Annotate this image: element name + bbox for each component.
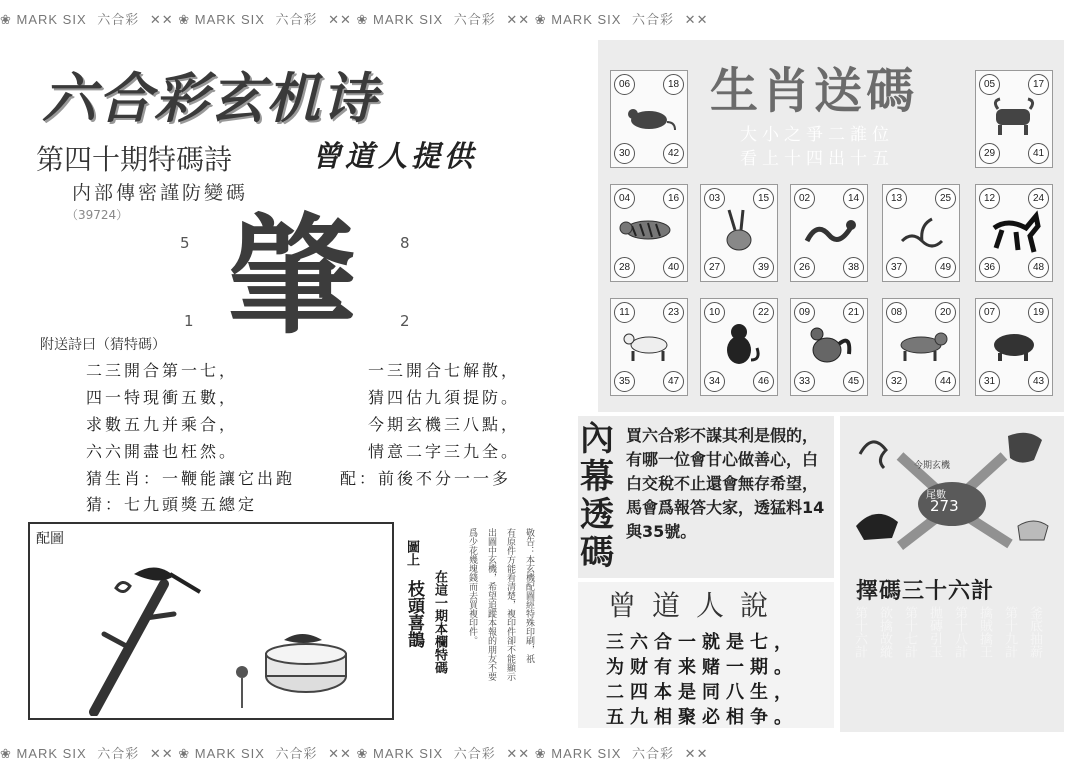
faint-line: 第十六計 — [852, 606, 867, 658]
poem-heading: 附送詩曰（猜特碼） — [40, 337, 166, 353]
ball-number: 23 — [663, 302, 684, 323]
ball-number: 17 — [1028, 74, 1049, 95]
poem-line: 猜四估九須提防。 — [368, 388, 521, 407]
corner-number: 5 — [180, 234, 190, 252]
ball-number: 27 — [704, 257, 725, 278]
ball-number: 25 — [935, 188, 956, 209]
zodiac-card-tiger — [610, 184, 688, 282]
ball-number: 09 — [794, 302, 815, 323]
corner-number: 1 — [184, 312, 194, 330]
ball-number: 24 — [1028, 188, 1049, 209]
ball-number: 48 — [1028, 257, 1049, 278]
ball-number: 47 — [663, 371, 684, 392]
illustration-label: 配圖 — [36, 531, 64, 547]
issue-title: 第四十期特碼詩 — [36, 143, 233, 176]
ball-number: 46 — [753, 371, 774, 392]
ball-number: 38 — [843, 257, 864, 278]
zodiac-card-dragon — [790, 184, 868, 282]
banner-pattern: ❀ MARK SIX 六合彩 ✕✕ ❀ MARK SIX 六合彩 ✕✕ ❀ MARK SIX 六合彩 ✕✕ ❀ MARK SIX 六合彩 ✕✕ — [0, 745, 709, 762]
tail-number-graphic — [840, 416, 1064, 566]
inside-label: 內幕透碼 — [580, 419, 614, 573]
pig-icon — [986, 327, 1042, 367]
ball-number: 08 — [886, 302, 907, 323]
code-number: （39724） — [66, 208, 129, 222]
caption-text: 枝頭喜鵲 — [404, 580, 424, 648]
ball-number: 30 — [614, 143, 635, 164]
ball-number: 35 — [614, 371, 635, 392]
ball-number: 45 — [843, 371, 864, 392]
ball-number: 31 — [979, 371, 1000, 392]
poem-line: 求數五九并乘合， — [86, 415, 239, 434]
poem-line: 一三開合七解散， — [368, 361, 521, 380]
corner-number: 8 — [400, 234, 410, 252]
ball-number: 32 — [886, 371, 907, 392]
ball-number: 20 — [935, 302, 956, 323]
poem-line: 六六開盡也枉然。 — [86, 442, 239, 461]
ball-number: 34 — [704, 371, 725, 392]
ball-number: 26 — [794, 257, 815, 278]
saying-title: 曾道人說 — [608, 589, 785, 622]
dragon-icon — [801, 211, 857, 255]
magpie-illustration — [34, 544, 390, 716]
faint-line: 拋磚引玉 — [927, 606, 942, 658]
tail-number: 273 — [930, 497, 959, 515]
ball-number: 15 — [753, 188, 774, 209]
inner-note: 内部傳密謹防變碼 — [72, 182, 249, 204]
ball-number: 39 — [753, 257, 774, 278]
saying-line: 五九相聚必相争。 — [606, 707, 798, 728]
ball-number: 13 — [886, 188, 907, 209]
notice-line: 敬告：本玄機配圖經特殊印刷，祇 — [524, 528, 534, 663]
zodiac-card-rooster — [790, 298, 868, 396]
ball-number: 10 — [704, 302, 725, 323]
zodiac-title: 生肖送碼 — [710, 63, 919, 119]
notice-line: 出圖中玄機，希望追蹤本報的朋友不要 — [486, 528, 496, 681]
zodiac-card-horse — [975, 184, 1053, 282]
poem-right-column — [368, 358, 520, 466]
ball-number: 37 — [886, 257, 907, 278]
ball-number: 11 — [614, 302, 635, 323]
monkey-icon — [717, 320, 761, 374]
ball-number: 36 — [979, 257, 1000, 278]
saying-lines — [606, 628, 798, 728]
dog-icon — [891, 327, 951, 367]
rabbit-icon — [719, 206, 759, 260]
corner-number: 2 — [400, 312, 410, 330]
ball-number: 40 — [663, 257, 684, 278]
tail-small-label: 尾數 — [926, 490, 946, 501]
ball-number: 16 — [663, 188, 684, 209]
four-hint: 猜：七九頭獎五總定 — [86, 495, 258, 514]
snake-icon — [896, 211, 946, 255]
ball-number: 43 — [1028, 371, 1049, 392]
notice-line: 有原件方能看清楚，複印件卻不能顯示 — [505, 528, 515, 681]
illustration-box — [28, 522, 394, 720]
zodiac-card-snake — [882, 184, 960, 282]
strategy-title: 擇碼三十六計 — [856, 579, 995, 604]
goat-icon — [621, 325, 677, 369]
rat-icon — [621, 100, 677, 138]
ball-number: 02 — [794, 188, 815, 209]
tail-arc-text: 今期玄機 — [914, 461, 951, 471]
faint-line: 釜底抽薪 — [1027, 606, 1042, 658]
faint-line: 第十九計 — [1002, 606, 1017, 658]
strategy-faint-text — [850, 606, 1060, 726]
ball-number: 28 — [614, 257, 635, 278]
poem-line: 二三開合第一七， — [86, 361, 239, 380]
zodiac-subtitle: 大小之爭二誰位 — [740, 125, 894, 145]
poem-line: 情意二字三九全。 — [368, 442, 521, 461]
faint-line: 第十七計 — [902, 606, 917, 658]
horse-icon — [986, 208, 1042, 258]
ball-number: 33 — [794, 371, 815, 392]
ball-number: 29 — [979, 143, 1000, 164]
poem-left-column — [86, 358, 238, 466]
zodiac-subtitle: 看上十四出十五 — [740, 149, 894, 169]
top-watermark-banner — [0, 0, 1080, 36]
ball-number: 19 — [1028, 302, 1049, 323]
ball-number: 21 — [843, 302, 864, 323]
match-hint: 配：前後不分一一多 — [340, 469, 512, 488]
poem-line: 四一特現衝五數， — [86, 388, 239, 407]
banner-pattern: ❀ MARK SIX 六合彩 ✕✕ ❀ MARK SIX 六合彩 ✕✕ ❀ MARK SIX 六合彩 ✕✕ ❀ MARK SIX 六合彩 ✕✕ — [0, 11, 709, 28]
ball-number: 41 — [1028, 143, 1049, 164]
saying-line: 二四本是同八生， — [606, 682, 798, 703]
ox-icon — [986, 97, 1042, 141]
inside-text: 買六合彩不謀其利是假的，有哪一位會甘心做善心，白白交稅不止還會無存希望，馬會爲報答大家，透猛料14與35號。 — [626, 426, 825, 541]
zodiac-card-dog — [882, 298, 960, 396]
notice-block — [466, 528, 536, 698]
zodiac-card-pig — [975, 298, 1053, 396]
zodiac-card-rabbit — [700, 184, 778, 282]
notice-line: 爲少花幾塊錢而去買複印件。 — [467, 528, 477, 645]
ball-number: 07 — [979, 302, 1000, 323]
zodiac-card-monkey — [700, 298, 778, 396]
zodiac-card-rat — [610, 70, 688, 168]
big-character: 肇 — [228, 203, 357, 352]
tiger-icon — [618, 214, 680, 252]
page-title: 六合彩玄机诗 — [42, 67, 378, 130]
ball-number: 03 — [704, 188, 725, 209]
ball-number: 18 — [663, 74, 684, 95]
ball-number: 12 — [979, 188, 1000, 209]
ball-number: 22 — [753, 302, 774, 323]
ball-number: 49 — [935, 257, 956, 278]
ball-number: 14 — [843, 188, 864, 209]
ball-number: 06 — [614, 74, 635, 95]
note-column: 在這一期本欄特碼 — [432, 570, 447, 674]
bottom-watermark-banner — [0, 734, 1080, 770]
provider-label: 曾道人提供 — [312, 139, 478, 173]
faint-line: 欲擒故縱 — [877, 606, 892, 658]
saying-line: 为财有来赌一期。 — [606, 657, 798, 678]
ball-number: 04 — [614, 188, 635, 209]
zodiac-card-goat — [610, 298, 688, 396]
saying-line: 三六合一就是七， — [606, 632, 798, 653]
rooster-icon — [805, 320, 853, 374]
zodiac-hint: 猜生肖：一鞭能讓它出跑 — [86, 469, 296, 488]
caption-prefix: 圖上 — [404, 540, 419, 566]
zodiac-card-ox — [975, 70, 1053, 168]
poem-line: 今期玄機三八點， — [368, 415, 521, 434]
caption-column — [402, 540, 427, 648]
ball-number: 44 — [935, 371, 956, 392]
faint-line: 第十八計 — [952, 606, 967, 658]
ball-number: 42 — [663, 143, 684, 164]
ball-number: 05 — [979, 74, 1000, 95]
faint-line: 擒賊擒王 — [977, 606, 992, 658]
